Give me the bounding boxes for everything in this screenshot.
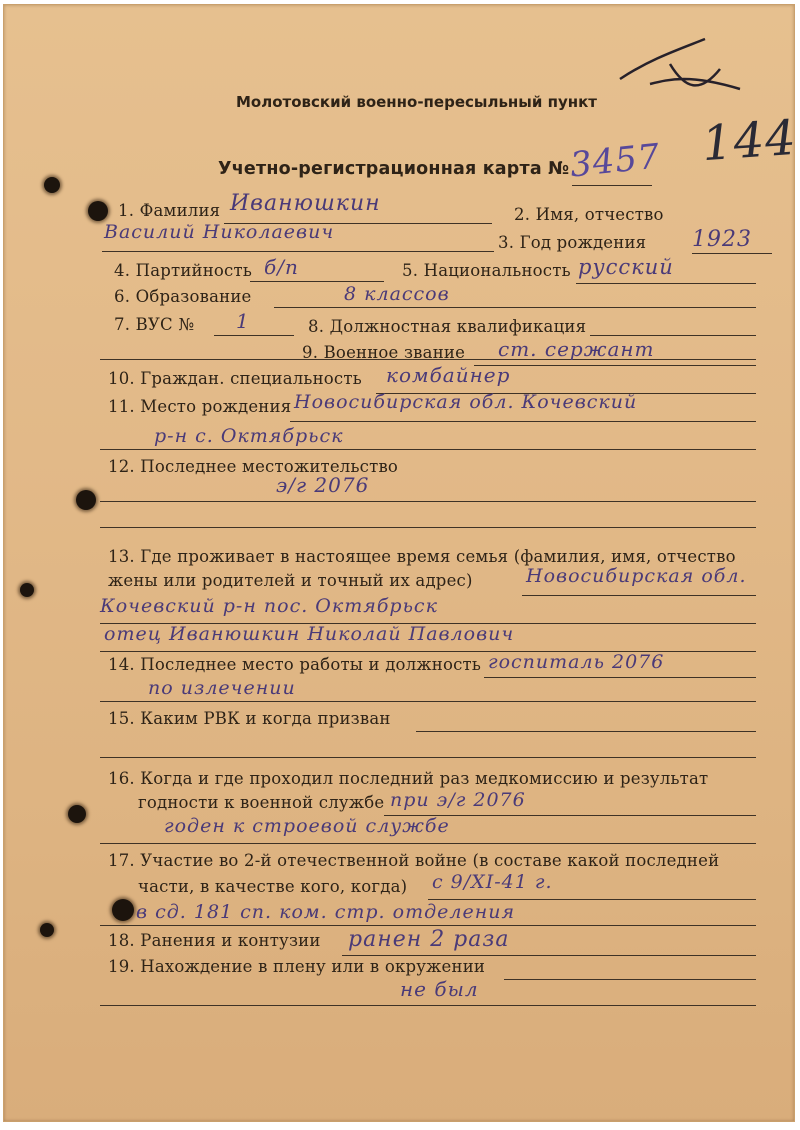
punch-hole — [76, 490, 96, 510]
field-2-label: 2. Имя, отчество — [514, 205, 664, 224]
field-18-value: ранен 2 раза — [348, 927, 510, 952]
field-8-label: 8. Должностная квалификация — [308, 317, 587, 336]
field-16-label-2: годности к военной службе — [138, 793, 385, 812]
field-14-label: 14. Последнее место работы и должность — [108, 655, 482, 674]
field-13-value: Новосибирская обл. — [526, 565, 747, 587]
field-13-value-3: отец Иванюшкин Николай Павлович — [104, 623, 515, 645]
field-19-label: 19. Нахождение в плену или в окружении — [108, 957, 486, 976]
field-10-value: комбайнер — [386, 363, 511, 387]
punch-hole — [88, 201, 108, 221]
field-3-value: 1923 — [692, 227, 752, 252]
field-11-value-2: р-н с. Октябрьск — [154, 425, 344, 447]
field-14-value-2: по излечении — [148, 677, 296, 699]
field-6-value: 8 классов — [344, 283, 450, 305]
card-title: Учетно-регистрационная карта № — [218, 159, 570, 179]
field-17-value: с 9/XI-41 г. — [432, 871, 553, 893]
field-1-label: 1. Фамилия — [118, 201, 221, 220]
punch-hole — [68, 805, 86, 823]
punch-hole — [112, 899, 134, 921]
field-11-label: 11. Место рождения — [108, 397, 292, 416]
field-5-label: 5. Национальность — [402, 261, 571, 280]
punch-hole — [44, 177, 60, 193]
field-7-label: 7. ВУС № — [114, 315, 195, 334]
field-17-label-2: части, в качестве кого, когда) — [138, 877, 408, 896]
punch-hole — [40, 923, 54, 937]
field-2-value: Василий Николаевич — [104, 221, 335, 243]
field-13-value-2: Кочевский р-н пос. Октябрьск — [100, 595, 438, 617]
field-1-value: Иванюшкин — [230, 191, 381, 216]
field-6-label: 6. Образование — [114, 287, 252, 306]
field-4-value: б/п — [264, 255, 299, 279]
field-16-value: при э/г 2076 — [390, 789, 526, 811]
field-11-value: Новосибирская обл. Кочевский — [294, 391, 638, 413]
field-12-value: э/г 2076 — [276, 473, 370, 497]
field-13-label-2: жены или родителей и точный их адрес) — [108, 571, 473, 590]
field-12-label: 12. Последнее местожительство — [108, 457, 399, 476]
card-number-line — [572, 185, 652, 186]
signature — [610, 29, 750, 109]
field-15-label: 15. Каким РВК и когда призван — [108, 709, 391, 728]
registration-card — [3, 4, 799, 1122]
field-13-label: 13. Где проживает в настоящее время семья (фамилия, имя, отчество — [108, 547, 736, 566]
field-9-label: 9. Военное звание — [302, 343, 466, 362]
field-10-label: 10. Граждан. специальность — [108, 369, 362, 388]
punch-hole — [20, 583, 34, 597]
field-7-value: 1 — [236, 309, 250, 333]
field-19-value: не был — [400, 977, 479, 1001]
field-5-value: русский — [578, 255, 674, 279]
field-9-value: ст. сержант — [498, 337, 655, 361]
field-16-label: 16. Когда и где проходил последний раз медкомиссию и результат — [108, 769, 709, 788]
field-17-label: 17. Участие во 2-й отечественной войне (в составе какой последней — [108, 851, 720, 870]
card-number: 3457 — [568, 136, 663, 186]
organization-title: Молотовский военно-пересыльный пункт — [236, 93, 597, 111]
field-18-label: 18. Ранения и контузии — [108, 931, 321, 950]
field-3-label: 3. Год рождения — [498, 233, 647, 252]
field-14-value: госпиталь 2076 — [488, 651, 665, 673]
field-17-value-2: в сд. 181 сп. ком. стр. отделения — [136, 901, 516, 923]
corner-number: 144 — [700, 109, 799, 173]
field-4-label: 4. Партийность — [114, 261, 253, 280]
field-16-value-2: годен к строевой службе — [164, 815, 450, 837]
